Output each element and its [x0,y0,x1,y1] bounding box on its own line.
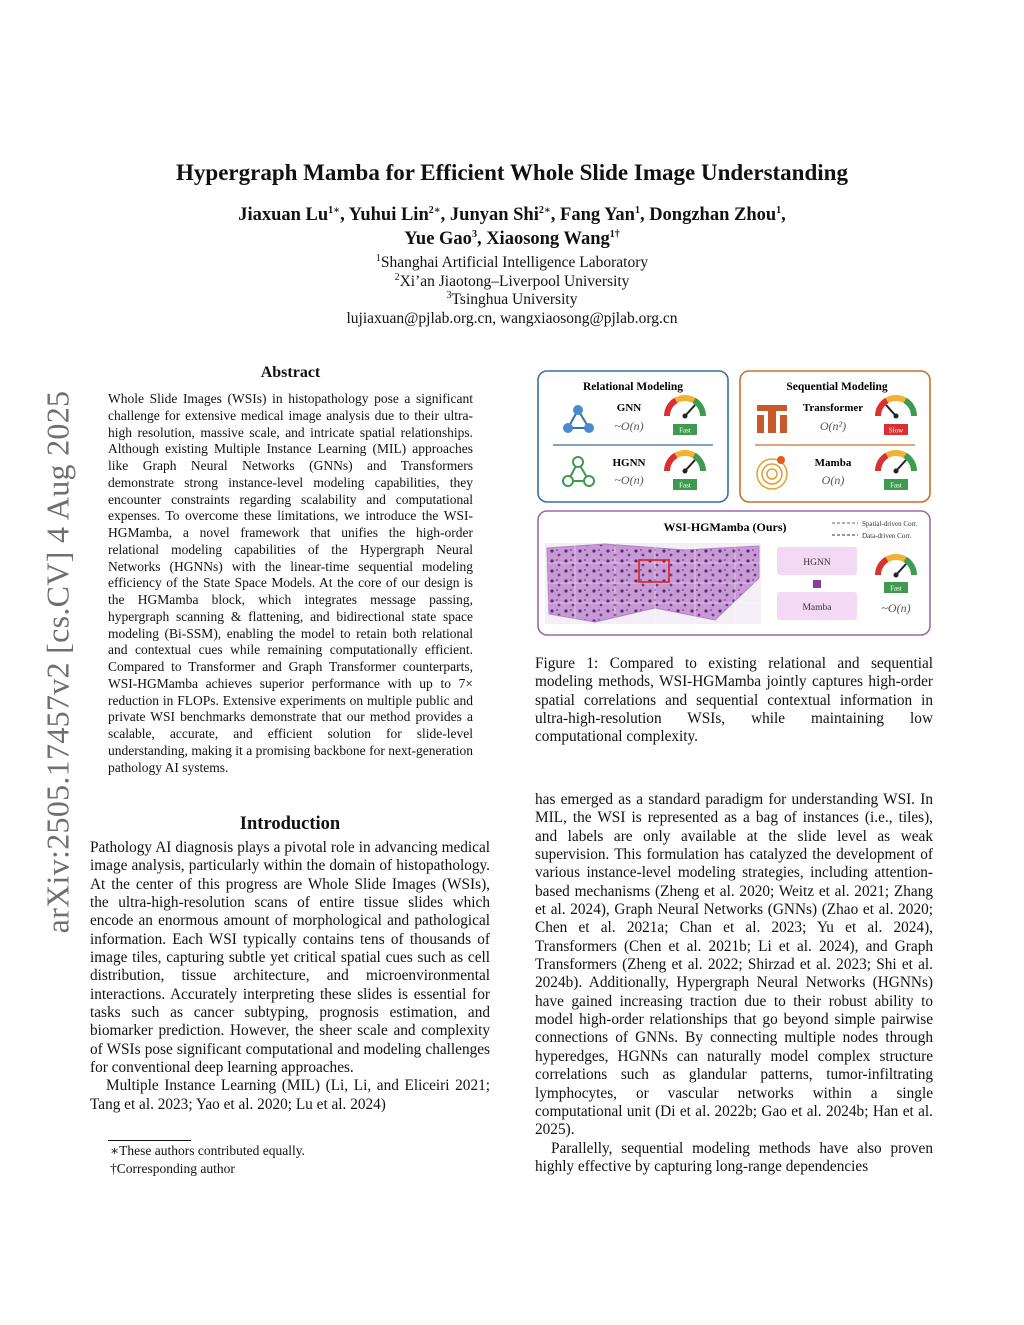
affiliation: $^2$Xi’an Jiaotong–Liverpool University [394,271,630,290]
hgnn-complexity: ~O(n) [614,473,644,487]
figure-1 [535,368,933,638]
footnote: †Corresponding author [110,1161,235,1176]
paragraph: Parallelly, sequential modeling methods have also proven highly effective by capturing long-range dependencies [535,1139,933,1175]
gnn-complexity: ~O(n) [614,419,644,433]
right-column-text [535,791,933,1176]
author: Yuhui Lin$^{2∗}$ [348,204,441,225]
plus-icon [813,580,821,588]
author: Junyan Shi$^{2∗}$ [449,204,551,225]
gnn-speed: Fast [679,426,691,435]
author: Dongzhan Zhou$^1$ [649,204,782,225]
abstract-text: Whole Slide Images (WSIs) in histopathology pose a significant challenge for extensive medical image analysis due to their ultra-high resolution, massive scale, and intricate spatial relationships. Although existing Multiple Instance Learning (MIL) approaches like Graph Neural Networks (GNNs) and Transformers demonstrate strong instance-level modeling capabilities, they encounter constraints regarding scalability and computational expenses. To overcome these limitations, we introduce the WSI-HGMamba, a novel framework that unifies the high-order relational modeling capabilities of the Hypergraph Neural Networks (HGNNs) with the linear-time sequential modeling efficiency of the State Space Models. At the core of our design is the HGMamba block, which integrates message passing, hypergraph scanning & flattening, and bidirectional state space modeling (Bi-SSM), enabling the model to retain both relational and contextual cues while remaining computationally efficient. Compared to Transformer and Graph Transformer counterparts, WSI-HGMamba achieves superior performance with up to 7× reduction in FLOPs. Extensive experiments on multiple public and private WSI benchmarks demonstrate that our method provides a scalable, accurate, and efficient solution for slide-level understanding, making it a promising backbone for next-generation pathology AI systems. [108,391,473,775]
relational-title: Relational Modeling [583,381,683,393]
author: Xiaosong Wang$^{1\dagger}$ [486,228,620,249]
intro-heading: Introduction [239,814,341,834]
ours-complexity: ~O(n) [881,601,911,615]
ours-mamba: Mamba [802,603,832,613]
legend-data: Data-driven Corr. [862,532,912,540]
mamba-speed: Fast [890,481,902,490]
sequential-title: Sequential Modeling [786,381,888,393]
footnote: ∗These authors contributed equally. [110,1143,305,1158]
transformer-speed: Slow [888,426,904,435]
mamba-complexity: O(n) [821,473,845,487]
transformer-icon [757,405,787,433]
hgnn-speed: Fast [679,481,691,490]
legend-spatial: Spatial-driven Corr. [862,520,918,528]
paper-title: Hypergraph Mamba for Efficient Whole Slide Image Understanding [176,160,848,185]
intro-text [90,839,490,1114]
hgnn-label: HGNN [612,457,646,469]
footnote-rule [108,1140,191,1141]
author: Fang Yan$^1$ [560,204,640,225]
mamba-label: Mamba [814,457,852,469]
paragraph: has emerged as a standard paradigm for understanding WSI. In MIL, the WSI is represented as a bag of instances (i.e., tiles), and labels are only available at the slide level as weak supervision. This formulation has catalyzed the development of various instance-level modeling strategies, including attention-based mechanisms (Zheng et al. 2020; Weitz et al. 2021; Zhang et al. 2024), Graph Neural Networks (GNNs) (Zhao et al. 2020; Chen et al. 2021a; Chan et al. 2023; Yu et al. 2024), Transformers (Chen et al. 2021b; Li et al. 2024), and Graph Transformers (Zheng et al. 2022; Shirzad et al. 2023; Shi et al. 2024b). Additionally, Hypergraph Neural Networks (HGNNs) have gained increasing traction due to their robust ability to model high-order relationships that go beyond simple pairwise connections of GNNs. By connecting multiple nodes through hyperedges, HGNNs can naturally model complex structure correlations such as glandular patterns, tumor-infiltrating lymphocytes, or vascular networks within a single computational unit (Di et al. 2022b; Gao et al. 2024b; Han et al. 2025). [535,791,933,1139]
transformer-complexity: O(n²) [819,419,847,433]
paragraph: Pathology AI diagnosis plays a pivotal role in advancing medical image analysis, particularly within the domain of histopathology. At the center of this progress are Whole Slide Images (WSIs), the ultra-high-resolution scans of entire tissue slides which encode an enormous amount of morphological and pathological information. Each WSI typically contains tens of thousands of image tiles, capturing subtle yet critical spatial cues such as cell distribution, tissue architecture, and microenvironmental interactions. Accurately interpreting these slides is essential for tasks such as cancer subtyping, prognosis estimation, and biomarker prediction. However, the sheer scale and complexity of WSIs pose significant computational and modeling challenges for conventional deep learning approaches. [90,839,490,1077]
transformer-label: Transformer [802,402,864,414]
author: Jiaxuan $Lu^{1∗}$ [238,204,341,225]
wsi-tissue-image [545,543,761,624]
affiliations [0,254,1024,328]
ours-title: WSI-HGMamba (Ours) [663,520,787,534]
gnn-label: GNN [616,402,642,414]
affiliation: $^1$Shanghai Artificial Intelligence Laboratory [375,252,649,271]
figure-caption: Figure 1: Compared to existing relational and sequential modeling methods, WSI-HGMamba jointly captures high-order spatial correlations and sequential contextual information in ultra-high-resolution WSIs, while maintaining low computational complexity. [535,655,933,746]
arxiv-stamp: arXiv:2505.17457v2 [cs.CV] 4 Aug 2025 [39,390,76,934]
email-line: lujiaxuan@pjlab.org.cn, wangxiaosong@pjlab.org.cn [346,309,678,327]
paragraph: Multiple Instance Learning (MIL) (Li, Li, and Eliceiri 2021; Tang et al. 2023; Yao et al. 2020; Lu et al. 2024) [90,1077,490,1113]
affiliation: $^3$Tsinghua University [446,290,578,309]
ours-hgnn: HGNN [803,558,831,568]
ours-speed: Fast [890,584,902,593]
abstract-heading: Abstract [260,364,321,381]
author: Yue Gao$^3$ [404,228,477,249]
author-list: Jiaxuan $Lu^{1∗}$, Yuhui Lin$^{2∗}$, Junyan Shi$^{2∗}$, Fang Yan$^1$, Dongzhan Zhou$^1$, Yue Gao$^3$, Xiaosong Wang$^{1\dagger}$ [238,204,786,249]
